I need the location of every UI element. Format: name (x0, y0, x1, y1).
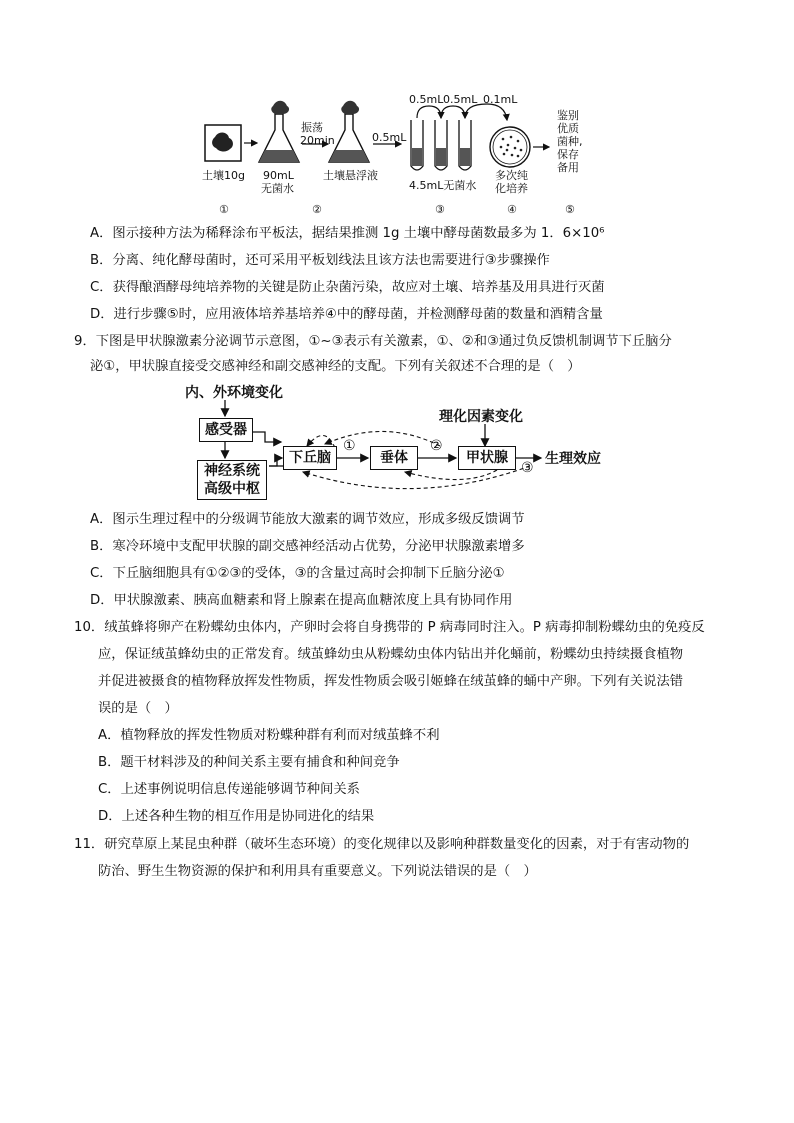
final-label-2: 优质 (557, 122, 579, 135)
q11-stem-line-1: 11．研究草原上某昆虫种群（破坏生态环境）的变化规律以及影响种群数量变化的因素，对于有害动物的 (74, 837, 690, 852)
q9-option-a: A．图示生理过程中的分级调节能放大激素的调节效应，形成多级反馈调节 (90, 512, 525, 527)
sterile-water-label: 无菌水 (261, 182, 294, 195)
step-4-label: ④ (507, 203, 517, 216)
yeast-isolation-drawing (195, 92, 595, 220)
step-5-label: ⑤ (565, 203, 575, 216)
step-2-label: ② (312, 203, 322, 216)
q8-option-b: B．分离、纯化酵母菌时，还可采用平板划线法且该方法也需要进行③步骤操作 (90, 253, 550, 268)
q10-option-d: D．上述各种生物的相互作用是协同进化的结果 (98, 809, 375, 824)
final-label-3: 菌种, (557, 135, 583, 148)
water-volume-label: 90mL (263, 169, 294, 182)
transfer-volume-4: 0.1mL (483, 93, 518, 106)
cns-box (197, 460, 267, 500)
thyroid-regulation-diagram (185, 380, 615, 508)
tubes-water-label: 4.5mL无菌水 (409, 179, 477, 192)
q10-option-b: B．题干材料涉及的种间关系主要有捕食和种间竞争 (98, 755, 400, 770)
q10-stem-line-1: 10．绒茧蜂将卵产在粉蝶幼虫体内，产卵时会将自身携带的 P 病毒同时注入。P 病毒抑制粉蝶幼虫的免疫反 (74, 620, 705, 635)
soil-label: 土壤10g (202, 169, 245, 182)
cns-label-line-1: 神经系统 (204, 463, 260, 479)
step-3-label: ③ (435, 203, 445, 216)
transfer-volume-3: 0.5mL (443, 93, 478, 106)
hypothalamus-box: 下丘脑 (283, 446, 337, 470)
q11-stem-line-2: 防治、野生生物资源的保护和利用具有重要意义。下列说法错误的是（ ） (98, 864, 537, 879)
physiological-effect-label: 生理效应 (545, 451, 601, 467)
transfer-volume-2: 0.5mL (409, 93, 444, 106)
q8-option-a: A．图示接种方法为稀释涂布平板法，据结果推测 1g 土壤中酵母菌数最多为 1．6×10⁶ (90, 226, 605, 241)
hormone-3-marker: ③ (521, 460, 534, 476)
pituitary-box: 垂体 (370, 446, 418, 470)
environment-change-label: 内、外环境变化 (185, 385, 283, 401)
final-label-5: 备用 (557, 161, 579, 174)
receptor-box: 感受器 (199, 418, 253, 442)
transfer-volume-1: 0.5mL (372, 131, 407, 144)
q8-option-d: D．进行步骤⑤时，应用液体培养基培养④中的酵母菌，并检测酵母菌的数量和酒精含量 (90, 307, 603, 322)
q10-stem-line-3: 并促进被摄食的植物释放挥发性物质，挥发性物质会吸引姬蜂在绒茧蜂的蛹中产卵。下列有关说法错 (98, 674, 684, 689)
culture-label-1: 多次纯 (495, 169, 528, 182)
q9-option-b: B．寒冷环境中支配甲状腺的副交感神经活动占优势，分泌甲状腺激素增多 (90, 539, 525, 554)
hormone-1-marker: ① (343, 438, 356, 454)
cns-label-line-2: 高级中枢 (204, 481, 260, 497)
q9-option-d: D．甲状腺激素、胰高血糖素和肾上腺素在提高血糖浓度上具有协同作用 (90, 593, 513, 608)
culture-label-2: 化培养 (495, 182, 528, 195)
physchem-change-label: 理化因素变化 (439, 409, 523, 425)
suspension-label: 土壤悬浮液 (323, 169, 378, 182)
thyroid-box: 甲状腺 (458, 446, 516, 470)
shake-time-label: 20min (300, 134, 335, 147)
q9-option-c: C．下丘脑细胞具有①②③的受体，③的含量过高时会抑制下丘脑分泌① (90, 566, 505, 581)
step-1-label: ① (219, 203, 229, 216)
q10-stem-line-2: 应，保证绒茧蜂幼虫的正常发育。绒茧蜂幼虫从粉蝶幼虫体内钻出并化蛹前，粉蝶幼虫持续摄食植物 (98, 647, 684, 662)
yeast-isolation-figure (195, 92, 595, 220)
final-label-4: 保存 (557, 148, 579, 161)
q10-stem-line-4: 误的是（ ） (98, 701, 178, 716)
q9-stem-line-2: 泌①，甲状腺直接受交感神经和副交感神经的支配。下列有关叙述不合理的是（ ） (90, 359, 581, 374)
final-label-1: 鉴别 (557, 109, 579, 122)
q8-option-c: C．获得酿酒酵母纯培养物的关键是防止杂菌污染，故应对土壤、培养基及用具进行灭菌 (90, 280, 605, 295)
shake-label: 振荡 (301, 121, 323, 134)
q10-option-c: C．上述事例说明信息传递能够调节种间关系 (98, 782, 360, 797)
hormone-2-marker: ② (430, 438, 443, 454)
q10-option-a: A．植物释放的挥发性物质对粉蝶种群有利而对绒茧蜂不利 (98, 728, 440, 743)
q9-stem-line-1: 9．下图是甲状腺激素分泌调节示意图，①~③表示有关激素，①、②和③通过负反馈机制调节下丘脑分 (74, 334, 672, 349)
